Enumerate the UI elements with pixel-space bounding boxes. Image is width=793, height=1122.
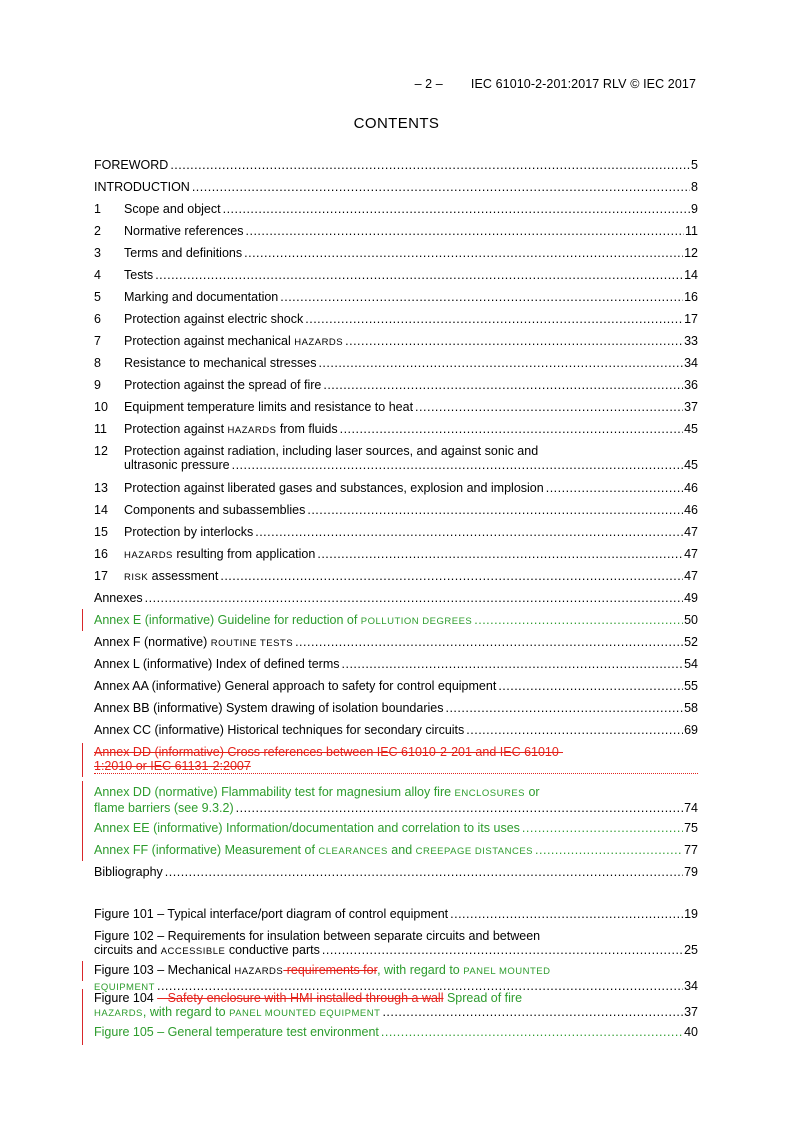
toc-entry-clause-14[interactable]: 14 Components and subassemblies ..... 46 bbox=[94, 503, 698, 525]
toc-entry-annex-aa[interactable]: Annex AA (informative) General approach to safety for control equipment ..... 55 bbox=[94, 679, 698, 701]
change-bar bbox=[82, 961, 83, 981]
page-header bbox=[415, 77, 696, 91]
toc-entry-clause-12[interactable]: 12 Protection against radiation, including laser sources, and against sonic and ultrasonic pressure ..... 45 bbox=[94, 444, 698, 481]
figure-entry-105[interactable]: Figure 105 – General temperature test environment ..... 40 bbox=[94, 1025, 698, 1047]
change-bar bbox=[82, 839, 83, 861]
toc-entry-clause-7[interactable]: 7 Protection against mechanical HAZARDS ..... 33 bbox=[94, 334, 698, 356]
toc-entry-annex-f[interactable]: Annex F (normative) ROUTINE TESTS ..... 52 bbox=[94, 635, 698, 657]
change-bar bbox=[82, 781, 83, 817]
toc-entry-clause-1[interactable]: 1 Scope and object ..... 9 bbox=[94, 202, 698, 224]
change-bar bbox=[82, 1009, 83, 1045]
toc-entry-clause-9[interactable]: 9 Protection against the spread of fire ..... 36 bbox=[94, 378, 698, 400]
toc-entry-annex-dd-deleted[interactable]: Annex DD (informative) Cross references between IEC 61010-2-201 and IEC 61010- 1:2010 or IEC 61131-2:2007 bbox=[94, 745, 698, 785]
page-title: CONTENTS bbox=[353, 115, 440, 132]
toc-entry-annex-dd[interactable]: Annex DD (normative) Flammability test for magnesium alloy fire ENCLOSURES or flame barriers (see 9.3.2) ..... 74 bbox=[94, 785, 698, 821]
toc-entry-clause-2[interactable]: 2 Normative references ..... 11 bbox=[94, 224, 698, 246]
change-bar bbox=[82, 743, 83, 777]
toc-entry-clause-11[interactable]: 11 Protection against HAZARDS from fluids ..... 45 bbox=[94, 422, 698, 444]
toc-entry-clause-8[interactable]: 8 Resistance to mechanical stresses ..... 34 bbox=[94, 356, 698, 378]
toc-entry-clause-16[interactable]: 16 HAZARDS resulting from application ..... 47 bbox=[94, 547, 698, 569]
toc-entry-clause-13[interactable]: 13 Protection against liberated gases and substances, explosion and implosion ..... 46 bbox=[94, 481, 698, 503]
change-bar bbox=[82, 609, 83, 631]
toc-entry-clause-6[interactable]: 6 Protection against electric shock ..... 17 bbox=[94, 312, 698, 334]
toc-entry-annex-bb[interactable]: Annex BB (informative) System drawing of isolation boundaries ..... 58 bbox=[94, 701, 698, 723]
toc-entry-annex-cc[interactable]: Annex CC (informative) Historical techniques for secondary circuits ..... 69 bbox=[94, 723, 698, 745]
table-of-contents bbox=[94, 158, 698, 1047]
figure-entry-104[interactable]: Figure 104 – Safety enclosure with HMI installed through a wall Spread of fire HAZARDS, with regard to PANEL MOUNTED EQUIPMENT ..... 37 bbox=[94, 991, 698, 1025]
toc-entry-clause-17[interactable]: 17 RISK assessment ..... 47 bbox=[94, 569, 698, 591]
toc-entry-clause-10[interactable]: 10 Equipment temperature limits and resistance to heat ..... 37 bbox=[94, 400, 698, 422]
toc-entry-annex-e[interactable]: Annex E (informative) Guideline for reduction of POLLUTION DEGREES ..... 50 bbox=[94, 613, 698, 635]
document-id: IEC 61010-2-201:2017 RLV © IEC 2017 bbox=[470, 77, 696, 91]
toc-entry-introduction[interactable]: INTRODUCTION ..... 8 bbox=[94, 180, 698, 202]
toc-entry-clause-5[interactable]: 5 Marking and documentation ..... 16 bbox=[94, 290, 698, 312]
toc-entry-annex-l[interactable]: Annex L (informative) Index of defined terms ..... 54 bbox=[94, 657, 698, 679]
toc-entry-clause-4[interactable]: 4 Tests ..... 14 bbox=[94, 268, 698, 290]
toc-entry-annex-ff[interactable]: Annex FF (informative) Measurement of CLEARANCES and CREEPAGE DISTANCES ..... 77 bbox=[94, 843, 698, 865]
toc-entry-foreword[interactable]: FOREWORD ..... 5 bbox=[94, 158, 698, 180]
figure-entry-101[interactable]: Figure 101 – Typical interface/port diagram of control equipment ..... 19 bbox=[94, 907, 698, 929]
page-number: – 2 – bbox=[414, 77, 443, 91]
change-bar bbox=[82, 817, 83, 839]
toc-page-number: 5 bbox=[691, 158, 698, 172]
toc-entry-clause-15[interactable]: 15 Protection by interlocks ..... 47 bbox=[94, 525, 698, 547]
toc-entry-bibliography[interactable]: Bibliography ..... 79 bbox=[94, 865, 698, 907]
figure-entry-102[interactable]: Figure 102 – Requirements for insulation between separate circuits and between circuits and ACCESSIBLE conductive parts ..... 25 bbox=[94, 929, 698, 963]
toc-entry-clause-3[interactable]: 3 Terms and definitions ..... 12 bbox=[94, 246, 698, 268]
toc-entry-annexes[interactable]: Annexes ..... 49 bbox=[94, 591, 698, 613]
toc-page-number: 8 bbox=[691, 180, 698, 194]
toc-entry-annex-ee[interactable]: Annex EE (informative) Information/documentation and correlation to its uses ..... 75 bbox=[94, 821, 698, 843]
figure-entry-103[interactable]: Figure 103 – Mechanical HAZARDS requirements for, with regard to PANEL MOUNTED EQUIPMENT ..... 34 bbox=[94, 963, 698, 997]
